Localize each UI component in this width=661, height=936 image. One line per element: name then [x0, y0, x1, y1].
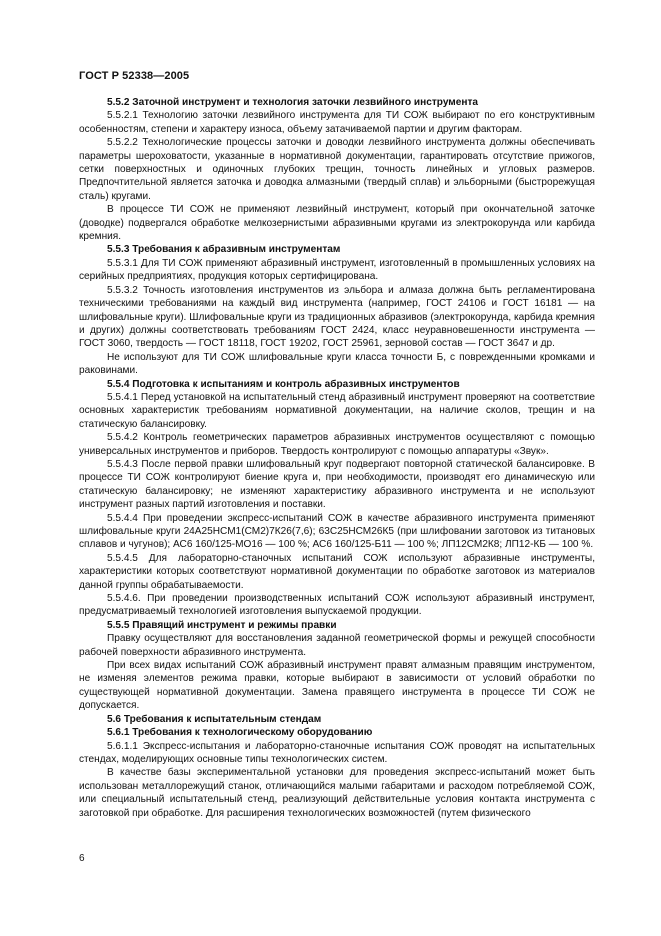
section-heading: 5.5.2 Заточной инструмент и технология заточки лезвийного инструмента [107, 97, 479, 108]
section-heading: 5.5.4 Подготовка к испытаниям и контроль абразивных инструментов [107, 378, 460, 390]
section-heading: 5.5.5 Правящий инструмент и режимы правки [107, 619, 337, 631]
paragraph: 5.6.1.1 Экспресс-испытания и лабораторно-станочные испытания СОЖ проводят на испытательных стендах, моделирующих основные типы технологических систем. [79, 740, 595, 765]
paragraph: 5.5.4.3 После первой правки шлифовальный круг подвергают повторной статической балансировке. В процессе ТИ СОЖ контролируют биение круга и, при необходимости, производят его динамическую или статическую балансировку; не изменяют характеристику абразивного инструмента и не используют инструмент разных партий изготовления и поставки. [79, 458, 595, 511]
paragraph: 5.5.2.1 Технологию заточки лезвийного инструмента для ТИ СОЖ выбирают по его конструктивным особенностям, степени и характеру износа, объему затачиваемой партии и другим факторам. [79, 110, 595, 135]
paragraph: 5.5.3.2 Точность изготовления инструментов из эльбора и алмаза должна быть регламентирована техническими требованиями на каждый вид инструмента (например, ГОСТ 24106 и ГОСТ 16181 — на шлифовальные круги). Шлифовальные круги из традиционных абразивов (электрокорунда, карбида кремния и других) должны соответствовать требованиям ГОСТ 2424, класс неуравновешенности инструмента — ГОСТ 3060, твердость — ГОСТ 18118, ГОСТ 19202, ГОСТ 25961, зерновой состав — ГОСТ 3647 и др. [79, 284, 595, 350]
paragraph: 5.5.2.2 Технологические процессы заточки и доводки лезвийного инструмента должны обеспечивать параметры шероховатости, указанные в нормативной документации, гарантировать отсутствие прижогов, сетки поверхностных и одиночных глубоких трещин, точность линейных и угловых размеров. Предпочтительной является заточка и доводка алмазными (твердый сплав) и эльборными (быстрорежущая сталь) кругами. [79, 137, 595, 202]
document-code-header: ГОСТ Р 52338—2005 [79, 70, 190, 82]
paragraph: 5.5.4.6. При проведении производственных испытаний СОЖ используют абразивный инструмент, предусматриваемый технологией изготовления выпускаемой продукции. [79, 593, 595, 618]
paragraph: Не используют для ТИ СОЖ шлифовальные круги класса точности Б, с поврежденными кромками и раковинами. [79, 351, 595, 377]
section-heading: 5.5.3 Требования к абразивным инструментам [107, 244, 341, 256]
paragraph: В процессе ТИ СОЖ не применяют лезвийный инструмент, который при окончательной заточке (доводке) подвергался обработке мелкозернистыми абразивными кругами из электрокорунда или карбида кремния. [79, 204, 595, 243]
document-body [79, 96, 595, 820]
paragraph: 5.5.4.4 При проведении экспресс-испытаний СОЖ в качестве абразивного инструмента применяют шлифовальные круги 24А25НСМ1(СМ2)7К26(7,6); 63С25НСМ26К5 (при шлифовании заготовок из титановых сплавов и чугунов); АС6 160/125-МО16 — 100 %; АС6 160/125-Б11 — 100 %; ЛП12СМ2К8; ЛП12-КБ — 100 %. [79, 512, 595, 551]
section-heading: 5.6.1 Требования к технологическому оборудованию [107, 727, 373, 739]
paragraph: 5.5.4.1 Перед установкой на испытательный стенд абразивный инструмент проверяют на соответствие основных характеристик требованиям нормативной документации, на наличие сколов, трещин и на статическую балансировку. [79, 391, 595, 430]
paragraph: В качестве базы экспериментальной установки для проведения экспресс-испытаний может быть использован металлорежущий станок, отличающийся малыми габаритами и расходом потребляемой СОЖ, или специальный испытательный стенд, реализующий действительные условия контакта инструмента с заготовкой при обработке. Для расширения технологических возможностей (путем физического [79, 767, 595, 819]
paragraph: 5.5.4.5 Для лабораторно-станочных испытаний СОЖ используют абразивные инструменты, характеристики которых соответствуют нормативной документации по обработке заготовок из материалов данной группы обрабатываемости. [79, 552, 595, 591]
paragraph: При всех видах испытаний СОЖ абразивный инструмент правят алмазным правящим инструментом, не изменяя элементов режима правки, которые выбирают в зависимости от условий обработки по существующей нормативной документации. Замена правящего инструмента в процессе ТИ СОЖ не допускается. [79, 660, 595, 712]
page-number: 6 [79, 853, 85, 864]
section-heading: 5.6 Требования к испытательным стендам [107, 713, 322, 725]
paragraph: 5.5.4.2 Контроль геометрических параметров абразивных инструментов осуществляют с помощью универсальных инструментов и приборов. Твердость контролируют с помощью аппаратуры «Звук». [79, 432, 595, 457]
paragraph: 5.5.3.1 Для ТИ СОЖ применяют абразивный инструмент, изготовленный в промышленных условиях на серийных предприятиях, продукция которых сертифицирована. [79, 257, 595, 283]
paragraph: Правку осуществляют для восстановления заданной геометрической формы и режущей способности рабочей поверхности абразивного инструмента. [79, 633, 595, 658]
